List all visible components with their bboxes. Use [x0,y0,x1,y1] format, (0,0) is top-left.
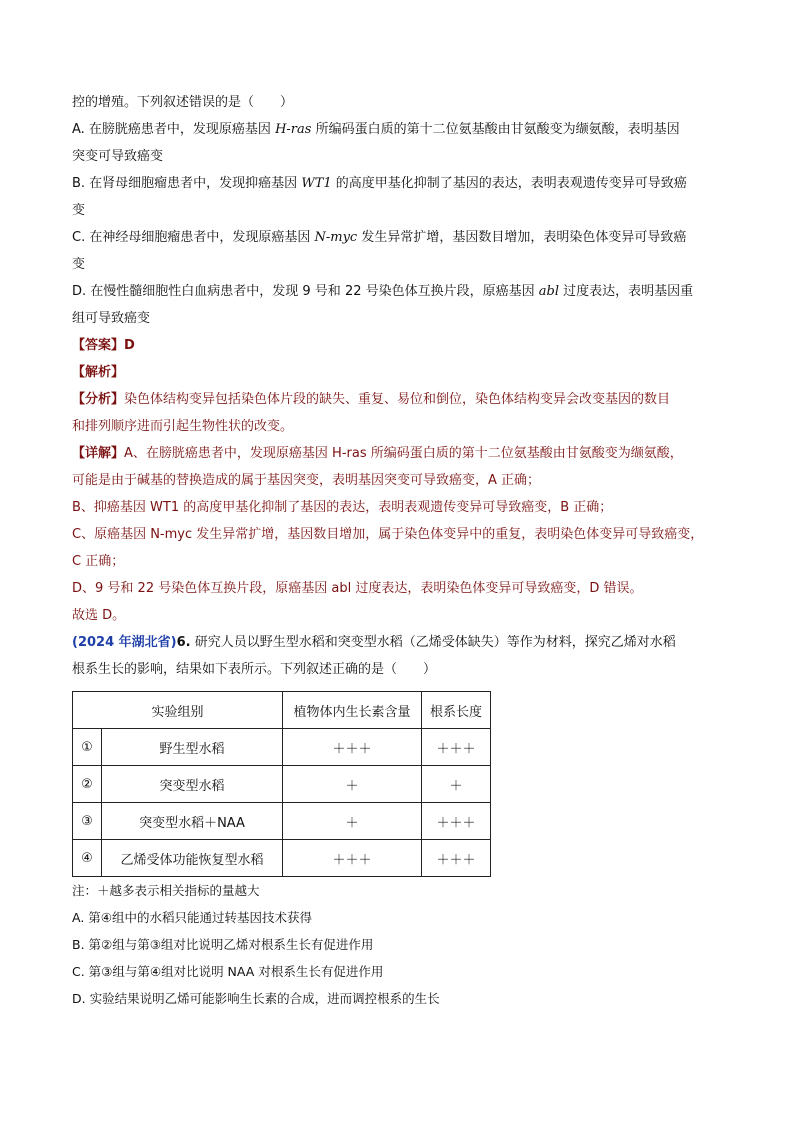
header-root: 根系长度 [422,692,491,729]
header-group: 实验组别 [73,692,283,729]
table-header-row [73,692,491,729]
q5-option-b: B. 在肾母细胞瘤患者中，发现抑癌基因 WT1 的高度甲基化抑制了基因的表达，表明表观遗传变异可导致癌 [72,175,687,191]
q6-stem-1: (2024 年湖北省)6. 研究人员以野生型水稻和突变型水稻（乙烯受体缺失）等作为材料，探究乙烯对水稻 [72,634,676,650]
table-row [73,803,491,840]
row-root: ＋＋＋ [422,840,491,877]
q5-option-a-cont: 突变可导致癌变 [72,148,164,164]
q5-option-d: D. 在慢性髓细胞性白血病患者中，发现 9 号和 22 号染色体互换片段，原癌基因 abl 过度表达，表明基因重 [72,283,694,299]
answer-line: 【答案】D [72,337,135,353]
header-auxin: 植物体内生长素含量 [283,692,422,729]
gene-name: H-ras [275,121,312,137]
row-group: 野生型水稻 [102,729,283,766]
row-auxin: ＋ [283,766,422,803]
question-number: 6. [176,634,191,650]
q5-option-c-cont: 变 [72,256,86,272]
xiangjie-d: D、9 号和 22 号染色体互换片段，原癌基因 abl 过度表达，表明染色体变异可导致癌变，D 错误。 [72,580,643,596]
fenxi-line-2: 和排列顺序进而引起生物性状的改变。 [72,418,294,434]
q6-option-a: A. 第④组中的水稻只能通过转基因技术获得 [72,909,312,925]
table-row [73,766,491,803]
question-source: (2024 年湖北省) [72,634,177,650]
xiangjie-c: C、原癌基因 N-myc 发生异常扩增，基因数目增加，属于染色体变异中的重复，表明染色体变异可导致癌变， [72,526,704,542]
row-root: ＋＋＋ [422,729,491,766]
row-number: ② [73,766,102,803]
q6-option-b: B. 第②组与第③组对比说明乙烯对根系生长有促进作用 [72,936,374,952]
conclusion: 故选 D。 [72,607,126,623]
table-row [73,840,491,877]
document-page [72,89,727,1012]
xiangjie-c-cont: C 正确； [72,553,125,569]
table-note: 注：＋越多表示相关指标的量越大 [72,882,260,898]
q5-option-c: C. 在神经母细胞瘤患者中，发现原癌基因 N-myc 发生异常扩增，基因数目增加，表明染色体变异可导致癌 [72,229,687,245]
row-group: 突变型水稻 [102,766,283,803]
row-number: ① [73,729,102,766]
xiangjie-line-1: 【详解】A、在膀胱癌患者中，发现原癌基因 H-ras 所编码蛋白质的第十二位氨基酸由甘氨酸变为缬氨酸， [72,445,683,461]
row-root: ＋ [422,766,491,803]
row-group: 突变型水稻＋NAA [102,803,283,840]
q5-stem-tail: 控的增殖。下列叙述错误的是（ ） [72,94,294,110]
row-auxin: ＋ [283,803,422,840]
analysis-heading: 【解析】 [72,364,125,380]
gene-name: N-myc [314,229,358,245]
q6-option-d: D. 实验结果说明乙烯可能影响生长素的合成，进而调控根系的生长 [72,990,440,1006]
row-number: ③ [73,803,102,840]
row-group: 乙烯受体功能恢复型水稻 [102,840,283,877]
gene-name: abl [538,283,559,299]
q5-option-b-cont: 变 [72,202,86,218]
q5-option-a: A. 在膀胱癌患者中，发现原癌基因 H-ras 所编码蛋白质的第十二位氨基酸由甘氨酸变为缬氨酸，表明基因 [72,121,680,137]
row-root: ＋＋＋ [422,803,491,840]
q5-option-d-cont: 组可导致癌变 [72,310,151,326]
xiangjie-b: B、抑癌基因 WT1 的高度甲基化抑制了基因的表达，表明表观遗传变异可导致癌变，B 正确； [72,499,613,515]
gene-name: WT1 [301,175,332,191]
row-auxin: ＋＋＋ [283,729,422,766]
row-auxin: ＋＋＋ [283,840,422,877]
q6-stem-2: 根系生长的影响，结果如下表所示。下列叙述正确的是（ ） [72,661,437,677]
q6-option-c: C. 第③组与第④组对比说明 NAA 对根系生长有促进作用 [72,963,384,979]
xiangjie-a-cont: 可能是由于碱基的替换造成的属于基因突变，表明基因突变可导致癌变，A 正确； [72,472,541,488]
table-row [73,729,491,766]
row-number: ④ [73,840,102,877]
results-table [72,691,491,877]
fenxi-line-1: 【分析】染色体结构变异包括染色体片段的缺失、重复、易位和倒位，染色体结构变异会改变基因的数目 [72,391,671,407]
